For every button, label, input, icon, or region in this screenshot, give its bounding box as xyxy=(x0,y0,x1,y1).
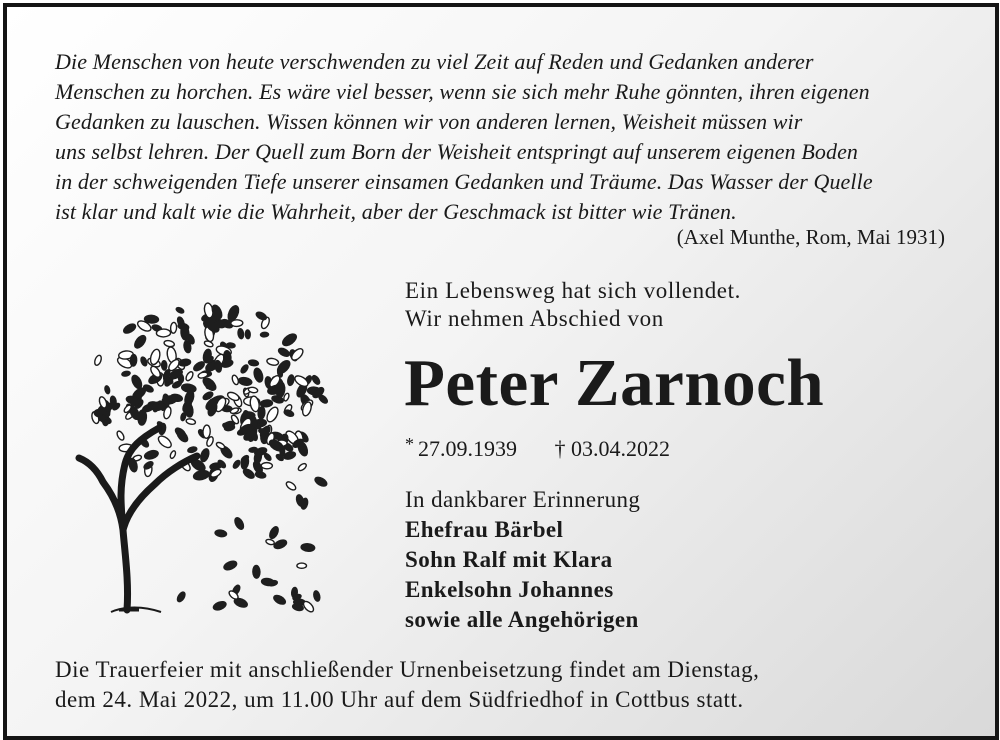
leaf xyxy=(185,371,195,382)
leaf xyxy=(260,400,273,408)
leaf xyxy=(180,412,186,421)
leaf xyxy=(175,306,184,314)
leaf xyxy=(215,441,225,450)
leaf xyxy=(122,322,137,335)
leaf xyxy=(248,359,259,366)
death-date: 03.04.2022 xyxy=(571,436,670,461)
leaf xyxy=(266,357,279,366)
intro xyxy=(405,277,741,333)
leaf xyxy=(240,364,250,374)
obituary-card xyxy=(3,3,999,740)
leaf xyxy=(223,559,238,571)
leaf xyxy=(175,429,189,444)
leaf xyxy=(164,340,175,348)
leaf xyxy=(187,446,197,453)
leaf xyxy=(268,525,280,539)
leaf xyxy=(186,418,196,425)
leaf xyxy=(176,591,187,603)
leaf xyxy=(203,425,211,439)
leaf xyxy=(249,395,260,412)
ceremony-notice xyxy=(55,655,759,715)
leaf xyxy=(245,330,250,339)
mourners xyxy=(405,485,640,635)
leaf xyxy=(156,329,170,337)
leaf xyxy=(249,447,258,453)
leaf xyxy=(277,347,290,358)
intro-line-2: Wir nehmen Abschied von xyxy=(405,306,664,331)
leaf xyxy=(302,600,316,614)
leaf xyxy=(265,405,280,423)
leaf xyxy=(116,430,126,441)
deceased-name: Peter Zarnoch xyxy=(404,346,825,420)
leaf xyxy=(215,529,227,537)
leaf xyxy=(297,563,307,568)
leaf xyxy=(144,449,160,460)
leaf xyxy=(297,462,307,472)
leaf xyxy=(133,334,148,350)
leaf xyxy=(285,480,297,491)
quote xyxy=(55,47,955,227)
leaf xyxy=(311,374,321,385)
leaf xyxy=(93,354,102,366)
leaf xyxy=(121,371,130,377)
leaf xyxy=(99,416,108,421)
leaf xyxy=(265,539,275,546)
leaf xyxy=(169,450,176,459)
mourner-name: Sohn Ralf mit Klara xyxy=(405,547,613,572)
leaf xyxy=(281,332,299,348)
mourner-name: sowie alle Angehörigen xyxy=(405,607,639,632)
leaf xyxy=(223,350,231,364)
life-dates xyxy=(405,434,670,462)
quote-line: Gedanken zu lauschen. Wissen können wir von anderen lernen, Weisheit müssen wir xyxy=(55,109,803,134)
intro-line-1: Ein Lebensweg hat sich vollendet. xyxy=(405,278,741,303)
quote-line: Menschen zu horchen. Es wäre viel besser, wenn sie sich mehr Ruhe gönnten, ihren eigenen xyxy=(55,79,870,104)
leaf xyxy=(287,374,295,385)
birth-date: 27.09.1939 xyxy=(418,436,517,461)
leaf xyxy=(142,403,155,413)
quote-line: uns selbst lehren. Der Quell zum Born der Weisheit entspringt auf unserem eigenen Boden xyxy=(55,139,859,164)
leaf xyxy=(260,332,268,337)
leaf xyxy=(273,538,288,550)
leaf xyxy=(237,328,244,339)
leaf xyxy=(301,543,315,552)
leaf xyxy=(238,377,253,387)
leaf xyxy=(272,594,286,606)
leaf xyxy=(170,322,177,333)
leaf xyxy=(212,600,227,612)
birth-symbol: * xyxy=(405,434,414,454)
mourner-name: Enkelsohn Johannes xyxy=(405,577,614,602)
quote-source: (Axel Munthe, Rom, Mai 1931) xyxy=(676,225,945,249)
mourner-name: Ehefrau Bärbel xyxy=(405,517,564,542)
leaf xyxy=(255,471,266,479)
leaf xyxy=(232,459,241,469)
leaf xyxy=(130,354,137,366)
tree-illustration xyxy=(67,292,337,622)
leaf xyxy=(231,320,243,327)
leaf xyxy=(255,311,268,322)
leaf xyxy=(181,383,197,393)
leaf xyxy=(156,434,173,450)
leaf xyxy=(314,476,329,488)
leaf xyxy=(261,463,272,469)
leaf xyxy=(261,578,274,587)
cross-icon: † xyxy=(554,436,566,461)
quote-line: ist klar und kalt wie die Wahrheit, aber der Geschmack ist bitter wie Tränen. xyxy=(55,199,737,224)
leaf xyxy=(313,590,321,601)
leaf xyxy=(140,356,148,366)
leaf xyxy=(144,315,159,324)
leaf xyxy=(295,494,305,507)
leaf xyxy=(161,361,166,371)
leaf xyxy=(290,347,305,362)
leaf xyxy=(233,516,245,530)
leaf xyxy=(296,441,309,458)
leaf xyxy=(253,367,265,383)
ceremony-line-2: dem 24. Mai 2022, um 11.00 Uhr auf dem Südfriedhof in Cottbus statt. xyxy=(55,687,744,712)
ceremony-line-1: Die Trauerfeier mit anschließender Urnenbeisetzung findet am Dienstag, xyxy=(55,657,760,682)
leaf xyxy=(226,343,235,348)
leaf xyxy=(199,448,210,463)
leaf xyxy=(104,385,110,394)
quote-line: Die Menschen von heute verschwenden zu viel Zeit auf Reden und Gedanken anderer xyxy=(55,49,814,74)
mourners-intro: In dankbarer Erinnerung xyxy=(405,487,641,512)
leaf xyxy=(253,565,260,578)
quote-line: in der schweigenden Tiefe unserer einsamen Gedanken und Träume. Das Wasser der Quelle xyxy=(55,169,873,194)
leaf xyxy=(283,409,294,418)
